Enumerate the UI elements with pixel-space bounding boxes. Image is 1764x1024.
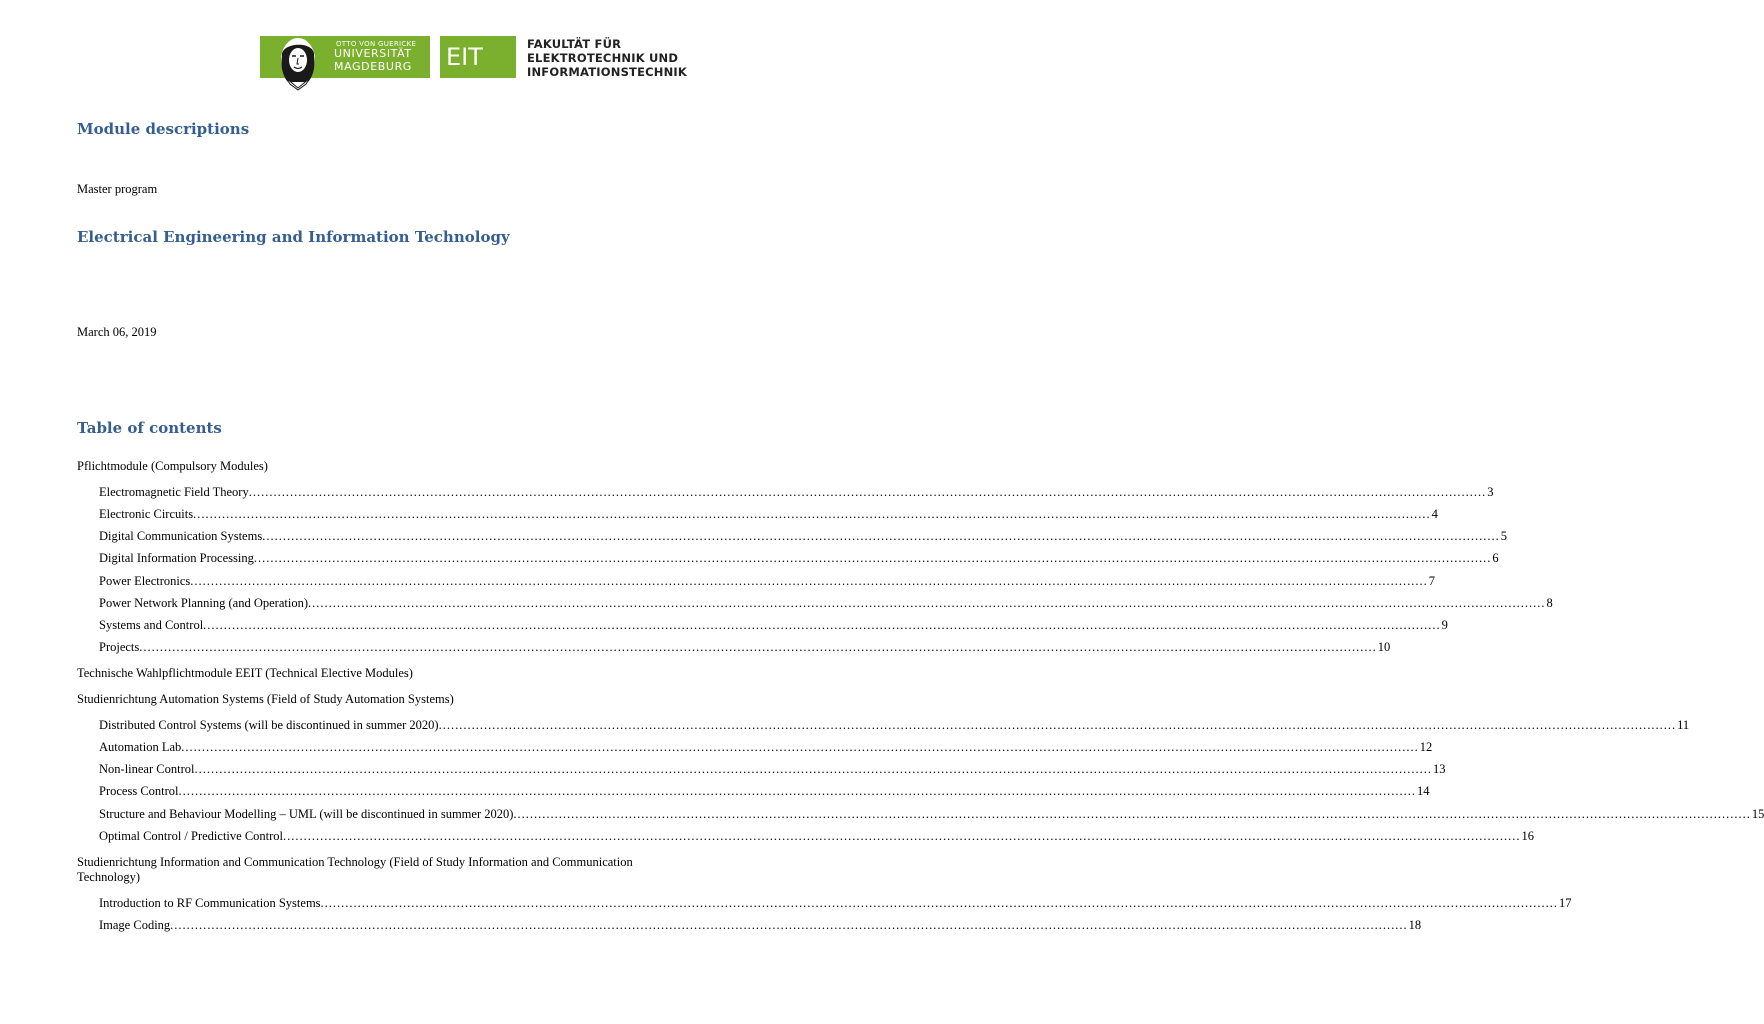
toc-entry[interactable] (99, 762, 1446, 778)
toc-section-title: Pflichtmodule (Compulsory Modules) (77, 459, 268, 473)
toc-leader: ............................................................................................................................................................................................................................................................................................................ (203, 618, 1441, 632)
toc-entry[interactable] (99, 529, 1507, 545)
toc-entry-page: 7 (1428, 574, 1436, 588)
toc-entry-label: Distributed Control Systems (will be discontinued in summer 2020) (99, 718, 439, 732)
toc-entry-label: Projects (99, 640, 140, 654)
toc-leader: ............................................................................................................................................................................................................................................................................................................ (170, 918, 1408, 932)
toc-entry[interactable] (99, 551, 1499, 567)
toc-entry-label: Electromagnetic Field Theory (99, 485, 249, 499)
faculty-line-3: INFORMATIONSTECHNIK (527, 65, 688, 79)
toc-leader: ............................................................................................................................................................................................................................................................................................................ (194, 762, 1432, 776)
toc-section-title: Studienrichtung Automation Systems (Field of Study Automation Systems) (77, 692, 454, 706)
toc-leader: ............................................................................................................................................................................................................................................................................................................ (193, 507, 1431, 521)
toc-entry-label: Systems and Control (99, 618, 204, 632)
toc-entry-page: 16 (1521, 829, 1535, 843)
toc-entry-label: Electronic Circuits (99, 507, 194, 521)
toc-entry-label: Optimal Control / Predictive Control (99, 829, 284, 843)
toc-leader: ............................................................................................................................................................................................................................................................................................................ (253, 551, 1492, 565)
toc-leader: ............................................................................................................................................................................................................................................................................................................ (181, 740, 1419, 754)
toc-leader: ............................................................................................................................................................................................................................................................................................................ (307, 596, 1546, 610)
toc-entry-page: 4 (1431, 507, 1438, 521)
toc-leader: ............................................................................................................................................................................................................................................................................................................ (248, 485, 1487, 499)
faculty-line-1: FAKULTÄT FÜR (527, 37, 622, 51)
eit-logo: EIT (440, 36, 516, 78)
toc-entry[interactable] (99, 718, 1690, 734)
toc-entry-label: Digital Communication Systems (99, 529, 263, 543)
toc-entry[interactable] (99, 807, 1764, 823)
toc-entry-page: 17 (1559, 896, 1572, 910)
toc-section-title: Studienrichtung Information and Communication Technology (Field of Study Information and Communication Technology) (77, 855, 633, 884)
toc-entry-page: 9 (1441, 618, 1448, 632)
toc-section-title: Technische Wahlpflichtmodule EEIT (Technical Elective Modules) (77, 666, 413, 680)
university-name-line2: UNIVERSITÄT (334, 47, 412, 60)
toc-heading: Table of contents (77, 419, 222, 437)
toc-entry-page: 15 (1751, 807, 1764, 821)
toc-entry-page: 8 (1546, 596, 1553, 610)
toc-entry-page: 3 (1487, 485, 1494, 499)
toc-entry-page: 14 (1417, 784, 1430, 798)
faculty-name (527, 37, 687, 79)
toc-leader: ............................................................................................................................................................................................................................................................................................................ (190, 574, 1428, 588)
toc-leader: ............................................................................................................................................................................................................................................................................................................ (438, 718, 1677, 732)
program-name: Electrical Engineering and Information Technology (77, 228, 510, 246)
toc-entry[interactable] (99, 784, 1430, 800)
toc-entry[interactable] (99, 640, 1391, 656)
toc-entry-page: 12 (1419, 740, 1433, 754)
toc-entry[interactable] (99, 918, 1422, 934)
toc-entry[interactable] (99, 896, 1572, 912)
toc-leader: ............................................................................................................................................................................................................................................................................................................ (320, 896, 1559, 910)
toc-entry-page: 13 (1432, 762, 1446, 776)
university-logo (260, 36, 430, 78)
toc-entry-label: Non-linear Control (99, 762, 195, 776)
toc-entry-page: 11 (1677, 718, 1690, 732)
toc-entry-label: Automation Lab (99, 740, 182, 754)
toc-entry[interactable] (99, 485, 1494, 501)
program-type: Master program (77, 182, 158, 196)
toc-entry-page: 10 (1377, 640, 1391, 654)
toc-leader: ............................................................................................................................................................................................................................................................................................................ (139, 640, 1377, 654)
university-name-small: OTTO VON GUERICKE (336, 40, 417, 48)
toc-entry[interactable] (99, 574, 1436, 590)
toc-entry-label: Introduction to RF Communication Systems (99, 896, 321, 910)
toc-leader: ............................................................................................................................................................................................................................................................................................................ (262, 529, 1500, 543)
toc-entry-label: Structure and Behaviour Modelling – UML (will be discontinued in summer 2020) (99, 807, 514, 821)
toc-entry[interactable] (99, 740, 1433, 756)
toc-entry[interactable] (99, 507, 1438, 523)
document-title: Module descriptions (77, 120, 250, 138)
toc-leader: ............................................................................................................................................................................................................................................................................................................ (178, 784, 1417, 798)
toc-entry-label: Power Electronics (99, 574, 191, 588)
toc-entry-label: Image Coding (99, 918, 171, 932)
toc-entry-label: Digital Information Processing (99, 551, 254, 565)
toc-entry-page: 6 (1492, 551, 1499, 565)
toc-entry[interactable] (99, 618, 1448, 634)
university-name-line3: MAGDEBURG (334, 60, 412, 73)
toc-entry-page: 18 (1408, 918, 1422, 932)
document-date: March 06, 2019 (77, 325, 157, 339)
toc-entry[interactable] (99, 829, 1535, 845)
toc-entry-page: 5 (1500, 529, 1507, 543)
faculty-line-2: ELEKTROTECHNIK UND (527, 51, 679, 65)
toc-entry[interactable] (99, 596, 1553, 612)
toc-leader: ............................................................................................................................................................................................................................................................................................................ (283, 829, 1521, 843)
toc-entry-label: Process Control (99, 784, 179, 798)
guericke-portrait-icon (268, 34, 328, 90)
toc-leader: ............................................................................................................................................................................................................................................................................................................ (513, 807, 1751, 821)
toc-entry-label: Power Network Planning (and Operation) (99, 596, 308, 610)
